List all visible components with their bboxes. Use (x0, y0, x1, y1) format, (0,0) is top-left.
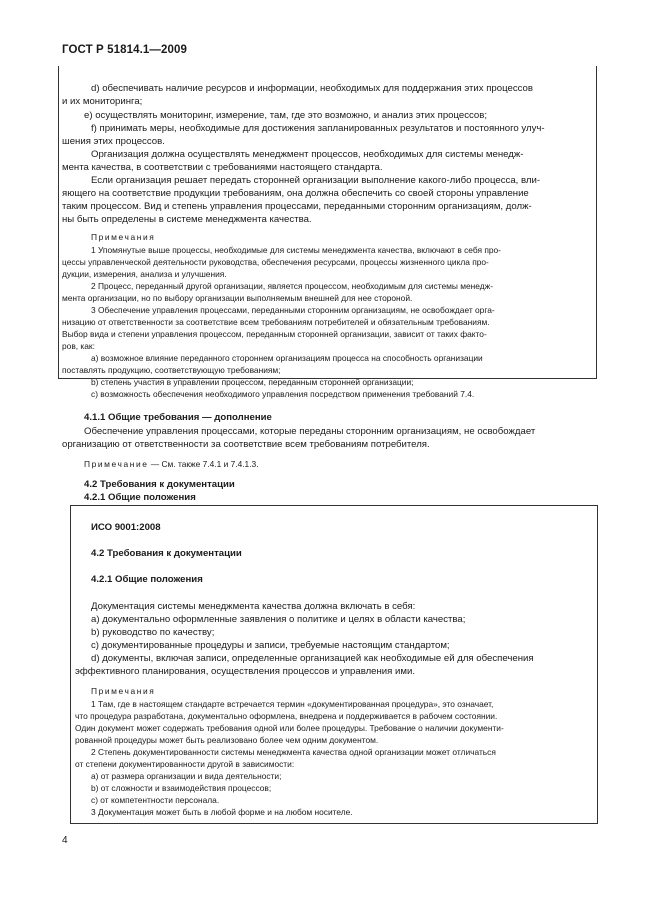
page-number: 4 (62, 835, 68, 846)
body-line: Обеспечение управления процессами, которые переданы сторонним организациям, не освобождает (84, 426, 536, 437)
section-heading-4-2: 4.2 Требования к документации (84, 479, 235, 490)
note-line: Один документ может содержать требования одной или более процедуры. Требование о наличии документи- (75, 723, 504, 733)
note-line: c) от компетентности персонала. (91, 795, 220, 805)
note-line: 1 Там, где в настоящем стандарте встречается термин «документированная процедура», это означает, (91, 699, 494, 709)
section-heading-4-2-1: 4.2.1 Общие положения (84, 492, 196, 503)
note-line: b) степень участия в управлении процессом, переданным сторонней организации; (91, 377, 414, 387)
note-line: мента организации, но по выбору организации выполняемым внешней для нее стороной. (62, 293, 413, 303)
note-line: поставлять продукцию, соответствующую требованиям; (62, 365, 281, 375)
section-heading-4-1-1: 4.1.1 Общие требования — дополнение (84, 412, 272, 423)
note-line: 3 Документация может быть в любой форме и на любом носителе. (91, 807, 353, 817)
body-line: Если организация решает передать сторонней организации выполнение какого-либо процесса, вли- (91, 175, 541, 186)
notes-title: Примечания (91, 686, 156, 696)
body-line: яющего на соответствие продукции требованиям, она должна обеспечить со своей стороны управление (62, 188, 529, 199)
body-line: е) осуществлять мониторинг, измерение, там, где это возможно, и анализ этих процессов; (84, 110, 488, 121)
note-line: рованной процедуры может быть реализовано более чем одним документом. (75, 735, 379, 745)
note-line: дукции, измерения, анализа и улучшения. (62, 269, 227, 279)
iso-heading: 4.2 Требования к документации (91, 548, 242, 559)
note-label: Примечание (84, 459, 149, 469)
body-line: f) принимать меры, необходимые для достижения запланированных результатов и постоянного улуч- (91, 123, 545, 134)
note-line: ров, как: (62, 341, 95, 351)
note-line: низацию от ответственности за соответствие всем требованиям потребителей и обязательным требованиям. (62, 317, 490, 327)
body-line: мента качества, в соответствии с требованиями настоящего стандарта. (62, 162, 383, 173)
iso-standard-label: ИСО 9001:2008 (91, 522, 161, 533)
note-line: 1 Упомянутые выше процессы, необходимые для системы менеджмента качества, включают в себя про- (91, 245, 501, 255)
body-line: таким процессом. Вид и степень управления процессами, переданными сторонним организациям, долж- (62, 201, 532, 212)
note-line: цессы управленческой деятельности руководства, обеспечения ресурсами, процессы жизненного цикла про- (62, 257, 489, 267)
note-text: — См. также 7.4.1 и 7.4.1.3. (148, 459, 259, 469)
body-line: ны быть определены в системе менеджмента качества. (62, 214, 312, 225)
note-line: 2 Процесс, переданный другой организации, является процессом, необходимым для системы менедж- (91, 281, 494, 291)
note-line: что процедура разработана, документально оформлена, внедрена и поддерживается в рабочем состоянии. (75, 711, 498, 721)
body-line: и их мониторинга; (62, 96, 143, 107)
body-line: b) руководство по качеству; (91, 627, 215, 638)
note-line: от степени документированности другой в зависимости: (75, 759, 295, 769)
note-line: а) от размера организации и вида деятельности; (91, 771, 282, 781)
body-line: d) документы, включая записи, определенные организацией как необходимые ей для обеспечения (91, 653, 534, 664)
body-line: организацию от ответственности за соответствие всем требованиям потребителя. (62, 439, 430, 450)
notes-title: Примечания (91, 232, 156, 242)
page-header: ГОСТ Р 51814.1—2009 (62, 44, 187, 56)
body-line: а) документально оформленные заявления о политике и целях в области качества; (91, 614, 466, 625)
note-line: 2 Степень документированности системы менеджмента качества одной организации может отличаться (91, 747, 496, 757)
body-line: Документация системы менеджмента качества должна включать в себя: (91, 601, 416, 612)
body-line: c) документированные процедуры и записи, требуемые настоящим стандартом; (91, 640, 450, 651)
note-line: c) возможность обеспечения необходимого управления посредством применения требований 7.4. (91, 389, 475, 399)
iso-subheading: 4.2.1 Общие положения (91, 574, 203, 585)
note-line: Выбор вида и степени управления процессом, переданным сторонней организации, зависит от таких факто- (62, 329, 487, 339)
note-line (84, 459, 259, 470)
note-line: b) от сложности и взаимодействия процессов; (91, 783, 272, 793)
body-line: шения этих процессов. (62, 136, 165, 147)
body-line: d) обеспечивать наличие ресурсов и информации, необходимых для поддержания этих процессов (91, 83, 533, 94)
body-line: эффективного планирования, осуществления процессов и управления ими. (75, 666, 416, 677)
note-line: 3 Обеспечение управления процессами, переданными сторонним организациям, не освобождает орга- (91, 305, 495, 315)
note-line: а) возможное влияние переданного стороннем организациям процесса на способность организации (91, 353, 483, 363)
body-line: Организация должна осуществлять менеджмент процессов, необходимых для системы менедж- (91, 149, 524, 160)
